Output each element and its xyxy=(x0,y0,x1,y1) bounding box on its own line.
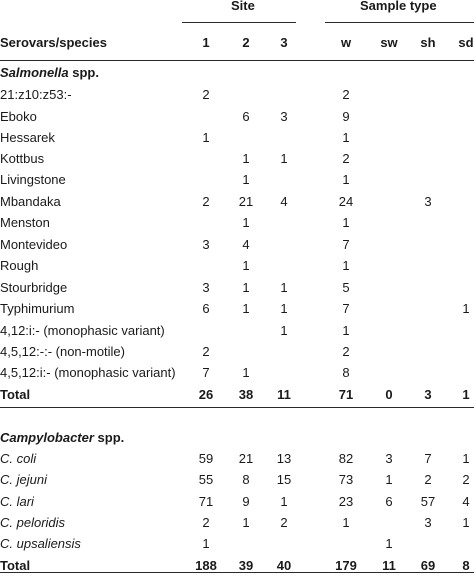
row-label: Kottbus xyxy=(0,151,45,166)
cell-w: 1 xyxy=(342,172,350,187)
cell-sw: 6 xyxy=(385,494,393,509)
cell-w: 71 xyxy=(338,387,354,402)
cell-site-2: 21 xyxy=(238,451,254,466)
cell-site-1: 2 xyxy=(202,87,210,102)
cell-site-1: 55 xyxy=(198,472,214,487)
cell-sh: 3 xyxy=(424,515,432,530)
genus-name: Salmonella xyxy=(0,65,69,80)
table-row xyxy=(0,362,474,383)
cell-sd: 1 xyxy=(462,515,470,530)
cell-site-2: 9 xyxy=(242,494,250,509)
cell-site-2: 4 xyxy=(242,237,250,252)
cell-site-3: 2 xyxy=(280,515,288,530)
row-label: Rough xyxy=(0,258,39,273)
cell-site-2: 1 xyxy=(242,258,250,273)
sample-type-group-header: Sample type xyxy=(360,0,437,13)
cell-site-3: 11 xyxy=(277,387,291,402)
cell-site-3: 40 xyxy=(276,558,292,573)
row-label: Menston xyxy=(0,215,50,230)
table-row xyxy=(0,320,474,341)
cell-site-2: 1 xyxy=(242,215,250,230)
cell-site-1: 2 xyxy=(202,344,210,359)
cell-sw: 1 xyxy=(385,472,393,487)
cell-site-1: 1 xyxy=(202,130,210,145)
cell-w: 1 xyxy=(342,258,350,273)
column-header-serovars: Serovars/species xyxy=(0,35,107,50)
cell-w: 23 xyxy=(338,494,354,509)
site-group-rule xyxy=(182,22,296,23)
cell-site-2: 1 xyxy=(242,515,250,530)
row-label: 21:z10:z53:- xyxy=(0,87,72,102)
row-label: 4,5,12:i:- (monophasic variant) xyxy=(0,365,176,380)
cell-w: 1 xyxy=(342,323,350,338)
column-header-w: w xyxy=(340,35,352,50)
cell-sh: 7 xyxy=(424,451,432,466)
cell-site-1: 26 xyxy=(198,387,214,402)
cell-site-3: 3 xyxy=(280,109,288,124)
row-label: Livingstone xyxy=(0,172,66,187)
table-row xyxy=(0,106,474,127)
cell-sw: 11 xyxy=(382,558,396,573)
cell-site-3: 1 xyxy=(280,494,288,509)
column-header-sw: sw xyxy=(380,35,398,50)
cell-site-1: 2 xyxy=(202,515,210,530)
total-row xyxy=(0,384,474,405)
column-header-site-3: 3 xyxy=(280,35,288,50)
cell-sd: 1 xyxy=(462,301,470,316)
row-label: Eboko xyxy=(0,109,37,124)
row-label: 4,12:i:- (monophasic variant) xyxy=(0,323,165,338)
cell-sh: 3 xyxy=(424,194,432,209)
cell-w: 8 xyxy=(342,365,350,380)
cell-site-2: 39 xyxy=(238,558,254,573)
cell-site-1: 3 xyxy=(202,280,210,295)
row-label: Typhimurium xyxy=(0,301,75,316)
table-row xyxy=(0,148,474,169)
cell-site-2: 1 xyxy=(242,365,250,380)
cell-w: 179 xyxy=(335,558,357,573)
cell-w: 2 xyxy=(342,87,350,102)
row-label: Hessarek xyxy=(0,130,55,145)
site-group-header: Site xyxy=(231,0,255,13)
cell-sh: 3 xyxy=(424,387,432,402)
table-row xyxy=(0,298,474,319)
column-header-sd: sd xyxy=(458,35,474,50)
table-row xyxy=(0,469,474,490)
cell-site-2: 8 xyxy=(242,472,250,487)
table-row xyxy=(0,127,474,148)
cell-site-1: 188 xyxy=(195,558,217,573)
row-label: Total xyxy=(0,558,31,573)
cell-site-2: 1 xyxy=(242,280,250,295)
cell-w: 2 xyxy=(342,344,350,359)
table-row xyxy=(0,448,474,469)
cell-sd: 1 xyxy=(462,451,470,466)
cell-w: 82 xyxy=(338,451,354,466)
section-header-row xyxy=(0,427,474,448)
cell-site-3: 1 xyxy=(280,280,288,295)
row-label: C. peloridis xyxy=(0,515,66,530)
cell-site-3: 13 xyxy=(276,451,292,466)
genus-suffix: spp. xyxy=(68,65,99,80)
cell-site-2: 1 xyxy=(242,172,250,187)
cell-site-3: 1 xyxy=(280,301,288,316)
row-label: C. jejuni xyxy=(0,472,47,487)
cell-site-1: 59 xyxy=(198,451,214,466)
cell-w: 2 xyxy=(342,151,350,166)
cell-sw: 1 xyxy=(385,536,393,551)
cell-site-2: 1 xyxy=(242,151,250,166)
row-label: Montevideo xyxy=(0,237,68,252)
cell-sd: 8 xyxy=(462,558,470,573)
section-label xyxy=(0,62,99,83)
cell-site-3: 15 xyxy=(276,472,292,487)
genus-name: Campylobacter xyxy=(0,430,94,445)
cell-sh: 69 xyxy=(420,558,436,573)
table-row xyxy=(0,255,474,276)
genus-suffix: spp. xyxy=(93,430,125,445)
column-header-site-1: 1 xyxy=(202,35,210,50)
row-label: Mbandaka xyxy=(0,194,61,209)
row-label: Stourbridge xyxy=(0,280,68,295)
cell-w: 9 xyxy=(342,109,350,124)
cell-site-1: 71 xyxy=(198,494,214,509)
cell-site-3: 4 xyxy=(280,194,288,209)
cell-site-2: 6 xyxy=(242,109,250,124)
table-row xyxy=(0,169,474,190)
table-row xyxy=(0,191,474,212)
section-header-row xyxy=(0,62,474,83)
cell-site-1: 1 xyxy=(202,536,210,551)
cell-w: 1 xyxy=(342,130,350,145)
section-label xyxy=(0,427,124,448)
cell-w: 73 xyxy=(338,472,354,487)
cell-site-1: 2 xyxy=(202,194,210,209)
cell-site-2: 21 xyxy=(238,194,254,209)
cell-w: 7 xyxy=(342,301,350,316)
cell-w: 1 xyxy=(342,215,350,230)
row-label: C. coli xyxy=(0,451,37,466)
cell-sh: 57 xyxy=(420,494,436,509)
table-row xyxy=(0,533,474,554)
cell-sh: 2 xyxy=(424,472,432,487)
cell-sw: 3 xyxy=(385,451,393,466)
column-header-sh: sh xyxy=(420,35,436,50)
cell-site-1: 6 xyxy=(202,301,210,316)
cell-site-2: 38 xyxy=(238,387,254,402)
cell-w: 1 xyxy=(342,515,350,530)
section-divider-rule xyxy=(0,407,474,408)
row-label: C. upsaliensis xyxy=(0,536,81,551)
column-header-site-2: 2 xyxy=(242,35,250,50)
cell-sd: 1 xyxy=(462,387,470,402)
cell-sd: 4 xyxy=(462,494,470,509)
table-row xyxy=(0,84,474,105)
row-label: 4,5,12:-:- (non-motile) xyxy=(0,344,125,359)
cell-site-3: 1 xyxy=(280,323,288,338)
cell-site-3: 1 xyxy=(280,151,288,166)
cell-sd: 2 xyxy=(462,472,470,487)
cell-sw: 0 xyxy=(385,387,393,402)
cell-site-2: 1 xyxy=(242,301,250,316)
cell-w: 24 xyxy=(338,194,354,209)
column-header-row xyxy=(0,32,474,53)
cell-site-1: 3 xyxy=(202,237,210,252)
row-label: Total xyxy=(0,387,31,402)
table-row xyxy=(0,277,474,298)
row-label: C. lari xyxy=(0,494,34,509)
cell-w: 7 xyxy=(342,237,350,252)
sample-group-rule xyxy=(325,22,474,23)
cell-site-1: 7 xyxy=(202,365,210,380)
table-row xyxy=(0,491,474,512)
table-row xyxy=(0,341,474,362)
table-row xyxy=(0,234,474,255)
header-bottom-rule xyxy=(0,60,474,61)
table-row xyxy=(0,512,474,533)
cell-w: 5 xyxy=(342,280,350,295)
table-row xyxy=(0,212,474,233)
